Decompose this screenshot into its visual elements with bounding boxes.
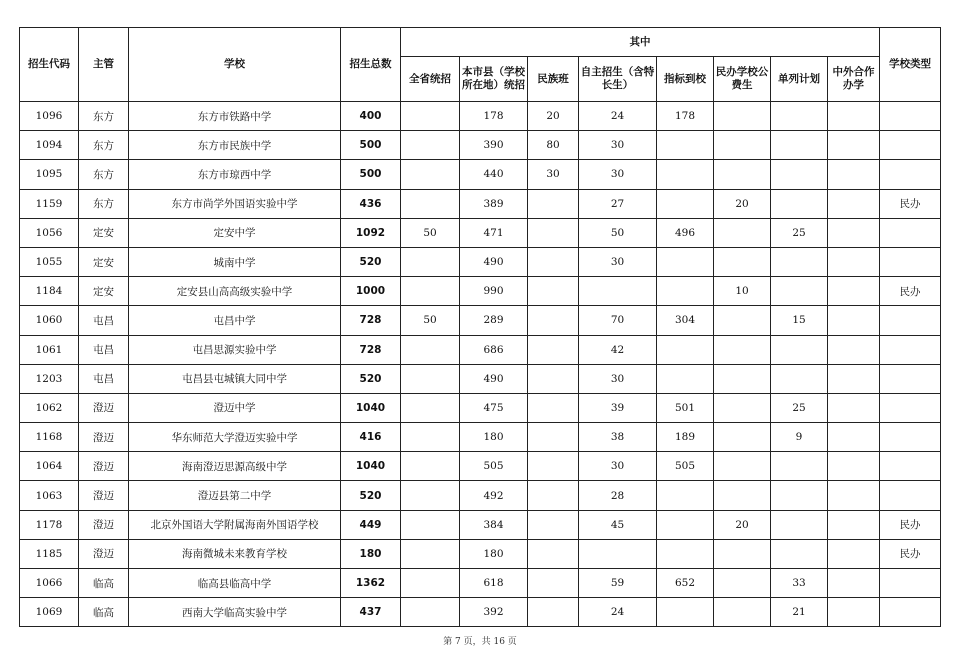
cell-public-funded <box>714 102 771 131</box>
cell-total: 520 <box>341 247 401 276</box>
cell-type: 民办 <box>880 539 941 568</box>
cell-public-funded <box>714 481 771 510</box>
cell-type <box>880 393 941 422</box>
cell-minzu <box>528 189 579 218</box>
cell-quota <box>657 598 714 627</box>
cell-type <box>880 598 941 627</box>
cell-province <box>401 102 460 131</box>
table-row <box>20 423 941 452</box>
header-total: 招生总数 <box>341 28 401 102</box>
table-row <box>20 539 941 568</box>
cell-total: 180 <box>341 539 401 568</box>
table-body <box>20 102 941 627</box>
cell-single-plan: 21 <box>771 598 828 627</box>
cell-single-plan <box>771 189 828 218</box>
cell-school: 澄迈中学 <box>129 393 341 422</box>
cell-autonomous: 30 <box>579 131 657 160</box>
cell-code: 1185 <box>20 539 79 568</box>
cell-admin: 澄迈 <box>79 510 129 539</box>
cell-admin: 屯昌 <box>79 306 129 335</box>
cell-cooperation <box>828 598 880 627</box>
cell-code: 1159 <box>20 189 79 218</box>
cell-total: 416 <box>341 423 401 452</box>
cell-total: 1362 <box>341 569 401 598</box>
cell-single-plan <box>771 102 828 131</box>
cell-code: 1203 <box>20 364 79 393</box>
cell-code: 1066 <box>20 569 79 598</box>
cell-code: 1063 <box>20 481 79 510</box>
cell-quota: 189 <box>657 423 714 452</box>
table-row <box>20 598 941 627</box>
cell-local: 392 <box>460 598 528 627</box>
cell-autonomous <box>579 539 657 568</box>
cell-public-funded <box>714 160 771 189</box>
cell-cooperation <box>828 306 880 335</box>
cell-total: 500 <box>341 160 401 189</box>
page-footer: 第 7 页，共 16 页 <box>443 637 517 647</box>
table-row <box>20 510 941 539</box>
cell-type <box>880 102 941 131</box>
cell-local: 389 <box>460 189 528 218</box>
cell-minzu: 80 <box>528 131 579 160</box>
cell-local: 505 <box>460 452 528 481</box>
cell-quota <box>657 131 714 160</box>
cell-school: 东方市铁路中学 <box>129 102 341 131</box>
cell-province: 50 <box>401 306 460 335</box>
cell-type <box>880 306 941 335</box>
cell-total: 520 <box>341 364 401 393</box>
cell-province <box>401 423 460 452</box>
cell-public-funded <box>714 393 771 422</box>
cell-autonomous <box>579 277 657 306</box>
cell-code: 1184 <box>20 277 79 306</box>
cell-admin: 澄迈 <box>79 393 129 422</box>
cell-type <box>880 160 941 189</box>
cell-single-plan: 25 <box>771 218 828 247</box>
cell-quota: 496 <box>657 218 714 247</box>
cell-public-funded <box>714 131 771 160</box>
cell-admin: 东方 <box>79 102 129 131</box>
cell-minzu <box>528 569 579 598</box>
cell-admin: 东方 <box>79 131 129 160</box>
cell-province: 50 <box>401 218 460 247</box>
cell-school: 东方市民族中学 <box>129 131 341 160</box>
cell-cooperation <box>828 423 880 452</box>
cell-minzu <box>528 218 579 247</box>
table-row <box>20 452 941 481</box>
cell-public-funded <box>714 218 771 247</box>
cell-province <box>401 364 460 393</box>
cell-province <box>401 481 460 510</box>
header-row-1 <box>20 28 941 57</box>
table-row <box>20 393 941 422</box>
cell-quota <box>657 364 714 393</box>
table-row <box>20 364 941 393</box>
cell-cooperation <box>828 247 880 276</box>
table-row <box>20 481 941 510</box>
cell-public-funded <box>714 539 771 568</box>
cell-minzu <box>528 393 579 422</box>
cell-minzu: 20 <box>528 102 579 131</box>
cell-cooperation <box>828 218 880 247</box>
cell-school: 定安县山高高级实验中学 <box>129 277 341 306</box>
cell-school: 西南大学临高实验中学 <box>129 598 341 627</box>
header-single-plan: 单列计划 <box>771 57 828 102</box>
header-code: 招生代码 <box>20 28 79 102</box>
cell-code: 1178 <box>20 510 79 539</box>
cell-code: 1096 <box>20 102 79 131</box>
cell-local: 490 <box>460 247 528 276</box>
cell-public-funded <box>714 452 771 481</box>
cell-single-plan <box>771 481 828 510</box>
cell-minzu: 30 <box>528 160 579 189</box>
table-row <box>20 189 941 218</box>
cell-total: 436 <box>341 189 401 218</box>
cell-province <box>401 160 460 189</box>
cell-cooperation <box>828 335 880 364</box>
cell-quota <box>657 481 714 510</box>
cell-public-funded <box>714 569 771 598</box>
cell-autonomous: 30 <box>579 247 657 276</box>
cell-type <box>880 569 941 598</box>
cell-school: 城南中学 <box>129 247 341 276</box>
cell-minzu <box>528 598 579 627</box>
cell-code: 1064 <box>20 452 79 481</box>
cell-cooperation <box>828 277 880 306</box>
cell-province <box>401 131 460 160</box>
cell-school: 屯昌县屯城镇大同中学 <box>129 364 341 393</box>
cell-quota: 652 <box>657 569 714 598</box>
cell-school: 东方市尚学外国语实验中学 <box>129 189 341 218</box>
cell-quota: 178 <box>657 102 714 131</box>
cell-type <box>880 423 941 452</box>
cell-quota <box>657 247 714 276</box>
cell-autonomous: 59 <box>579 569 657 598</box>
cell-code: 1095 <box>20 160 79 189</box>
cell-school: 临高县临高中学 <box>129 569 341 598</box>
cell-cooperation <box>828 452 880 481</box>
cell-local: 390 <box>460 131 528 160</box>
cell-school: 屯昌中学 <box>129 306 341 335</box>
header-type: 学校类型 <box>880 28 941 102</box>
cell-public-funded <box>714 364 771 393</box>
cell-total: 449 <box>341 510 401 539</box>
table-row <box>20 335 941 364</box>
cell-cooperation <box>828 481 880 510</box>
cell-school: 北京外国语大学附属海南外国语学校 <box>129 510 341 539</box>
cell-school: 海南澄迈思源高级中学 <box>129 452 341 481</box>
cell-province <box>401 247 460 276</box>
cell-admin: 定安 <box>79 277 129 306</box>
header-minzu: 民族班 <box>528 57 579 102</box>
cell-cooperation <box>828 131 880 160</box>
cell-quota <box>657 510 714 539</box>
cell-single-plan: 9 <box>771 423 828 452</box>
cell-public-funded: 20 <box>714 510 771 539</box>
cell-cooperation <box>828 393 880 422</box>
cell-total: 437 <box>341 598 401 627</box>
cell-province <box>401 335 460 364</box>
cell-code: 1055 <box>20 247 79 276</box>
cell-public-funded <box>714 306 771 335</box>
cell-single-plan: 25 <box>771 393 828 422</box>
cell-minzu <box>528 452 579 481</box>
cell-admin: 临高 <box>79 598 129 627</box>
cell-autonomous: 28 <box>579 481 657 510</box>
cell-public-funded <box>714 335 771 364</box>
cell-minzu <box>528 539 579 568</box>
header-school: 学校 <box>129 28 341 102</box>
cell-quota <box>657 335 714 364</box>
cell-autonomous: 50 <box>579 218 657 247</box>
table-row <box>20 102 941 131</box>
cell-cooperation <box>828 510 880 539</box>
cell-total: 400 <box>341 102 401 131</box>
cell-total: 1040 <box>341 393 401 422</box>
cell-total: 728 <box>341 335 401 364</box>
cell-single-plan <box>771 335 828 364</box>
header-quota: 指标到校 <box>657 57 714 102</box>
header-local: 本市县（学校所在地）统招 <box>460 57 528 102</box>
cell-cooperation <box>828 539 880 568</box>
cell-public-funded: 20 <box>714 189 771 218</box>
cell-autonomous: 30 <box>579 452 657 481</box>
cell-local: 384 <box>460 510 528 539</box>
cell-quota <box>657 539 714 568</box>
cell-local: 490 <box>460 364 528 393</box>
cell-province <box>401 452 460 481</box>
cell-school: 屯昌思源实验中学 <box>129 335 341 364</box>
cell-admin: 澄迈 <box>79 539 129 568</box>
cell-province <box>401 189 460 218</box>
cell-total: 1000 <box>341 277 401 306</box>
cell-type <box>880 452 941 481</box>
cell-school: 澄迈县第二中学 <box>129 481 341 510</box>
cell-autonomous: 24 <box>579 598 657 627</box>
header-public-funded: 民办学校公费生 <box>714 57 771 102</box>
header-admin: 主管 <box>79 28 129 102</box>
cell-total: 500 <box>341 131 401 160</box>
cell-local: 686 <box>460 335 528 364</box>
table-row <box>20 131 941 160</box>
cell-province <box>401 510 460 539</box>
cell-quota <box>657 277 714 306</box>
cell-school: 定安中学 <box>129 218 341 247</box>
cell-minzu <box>528 510 579 539</box>
cell-admin: 定安 <box>79 218 129 247</box>
enrollment-table-sheet <box>19 27 941 627</box>
cell-local: 618 <box>460 569 528 598</box>
cell-minzu <box>528 364 579 393</box>
cell-type <box>880 364 941 393</box>
table-row <box>20 247 941 276</box>
cell-autonomous: 30 <box>579 160 657 189</box>
cell-admin: 东方 <box>79 160 129 189</box>
table-row <box>20 218 941 247</box>
cell-province <box>401 393 460 422</box>
cell-public-funded <box>714 247 771 276</box>
cell-local: 990 <box>460 277 528 306</box>
cell-code: 1094 <box>20 131 79 160</box>
cell-autonomous: 70 <box>579 306 657 335</box>
cell-code: 1060 <box>20 306 79 335</box>
cell-admin: 澄迈 <box>79 423 129 452</box>
header-cooperation: 中外合作办学 <box>828 57 880 102</box>
cell-minzu <box>528 335 579 364</box>
table-row <box>20 277 941 306</box>
cell-cooperation <box>828 160 880 189</box>
cell-cooperation <box>828 364 880 393</box>
cell-type: 民办 <box>880 189 941 218</box>
cell-cooperation <box>828 569 880 598</box>
cell-type <box>880 335 941 364</box>
cell-code: 1056 <box>20 218 79 247</box>
cell-autonomous: 24 <box>579 102 657 131</box>
cell-school: 东方市琼西中学 <box>129 160 341 189</box>
cell-total: 1092 <box>341 218 401 247</box>
cell-quota: 501 <box>657 393 714 422</box>
cell-public-funded: 10 <box>714 277 771 306</box>
cell-public-funded <box>714 598 771 627</box>
cell-local: 440 <box>460 160 528 189</box>
cell-autonomous: 30 <box>579 364 657 393</box>
cell-autonomous: 27 <box>579 189 657 218</box>
cell-minzu <box>528 306 579 335</box>
cell-single-plan <box>771 131 828 160</box>
cell-type: 民办 <box>880 277 941 306</box>
table-row <box>20 306 941 335</box>
cell-admin: 定安 <box>79 247 129 276</box>
table-row <box>20 569 941 598</box>
cell-admin: 澄迈 <box>79 452 129 481</box>
cell-autonomous: 39 <box>579 393 657 422</box>
header-autonomous: 自主招生（含特长生） <box>579 57 657 102</box>
cell-school: 华东师范大学澄迈实验中学 <box>129 423 341 452</box>
cell-admin: 东方 <box>79 189 129 218</box>
cell-total: 520 <box>341 481 401 510</box>
cell-quota <box>657 160 714 189</box>
cell-single-plan <box>771 452 828 481</box>
cell-single-plan <box>771 539 828 568</box>
cell-cooperation <box>828 102 880 131</box>
cell-type: 民办 <box>880 510 941 539</box>
cell-type <box>880 218 941 247</box>
cell-total: 728 <box>341 306 401 335</box>
cell-local: 180 <box>460 539 528 568</box>
cell-cooperation <box>828 189 880 218</box>
header-group: 其中 <box>401 28 880 57</box>
enrollment-table <box>19 27 941 627</box>
cell-local: 492 <box>460 481 528 510</box>
cell-autonomous: 45 <box>579 510 657 539</box>
cell-minzu <box>528 277 579 306</box>
cell-minzu <box>528 423 579 452</box>
cell-quota <box>657 189 714 218</box>
cell-single-plan <box>771 510 828 539</box>
cell-code: 1061 <box>20 335 79 364</box>
cell-public-funded <box>714 423 771 452</box>
cell-admin: 临高 <box>79 569 129 598</box>
cell-admin: 屯昌 <box>79 364 129 393</box>
cell-single-plan <box>771 277 828 306</box>
cell-admin: 澄迈 <box>79 481 129 510</box>
cell-local: 471 <box>460 218 528 247</box>
cell-code: 1062 <box>20 393 79 422</box>
cell-province <box>401 277 460 306</box>
cell-local: 475 <box>460 393 528 422</box>
header-province: 全省统招 <box>401 57 460 102</box>
cell-admin: 屯昌 <box>79 335 129 364</box>
cell-local: 178 <box>460 102 528 131</box>
cell-code: 1168 <box>20 423 79 452</box>
cell-local: 289 <box>460 306 528 335</box>
cell-minzu <box>528 481 579 510</box>
cell-province <box>401 598 460 627</box>
cell-quota: 505 <box>657 452 714 481</box>
cell-type <box>880 131 941 160</box>
table-row <box>20 160 941 189</box>
cell-quota: 304 <box>657 306 714 335</box>
cell-type <box>880 481 941 510</box>
cell-single-plan: 33 <box>771 569 828 598</box>
cell-minzu <box>528 247 579 276</box>
cell-local: 180 <box>460 423 528 452</box>
cell-single-plan <box>771 247 828 276</box>
cell-total: 1040 <box>341 452 401 481</box>
cell-province <box>401 539 460 568</box>
cell-code: 1069 <box>20 598 79 627</box>
cell-single-plan: 15 <box>771 306 828 335</box>
cell-single-plan <box>771 364 828 393</box>
cell-single-plan <box>771 160 828 189</box>
cell-type <box>880 247 941 276</box>
cell-school: 海南微城未来教育学校 <box>129 539 341 568</box>
cell-autonomous: 38 <box>579 423 657 452</box>
cell-autonomous: 42 <box>579 335 657 364</box>
cell-province <box>401 569 460 598</box>
